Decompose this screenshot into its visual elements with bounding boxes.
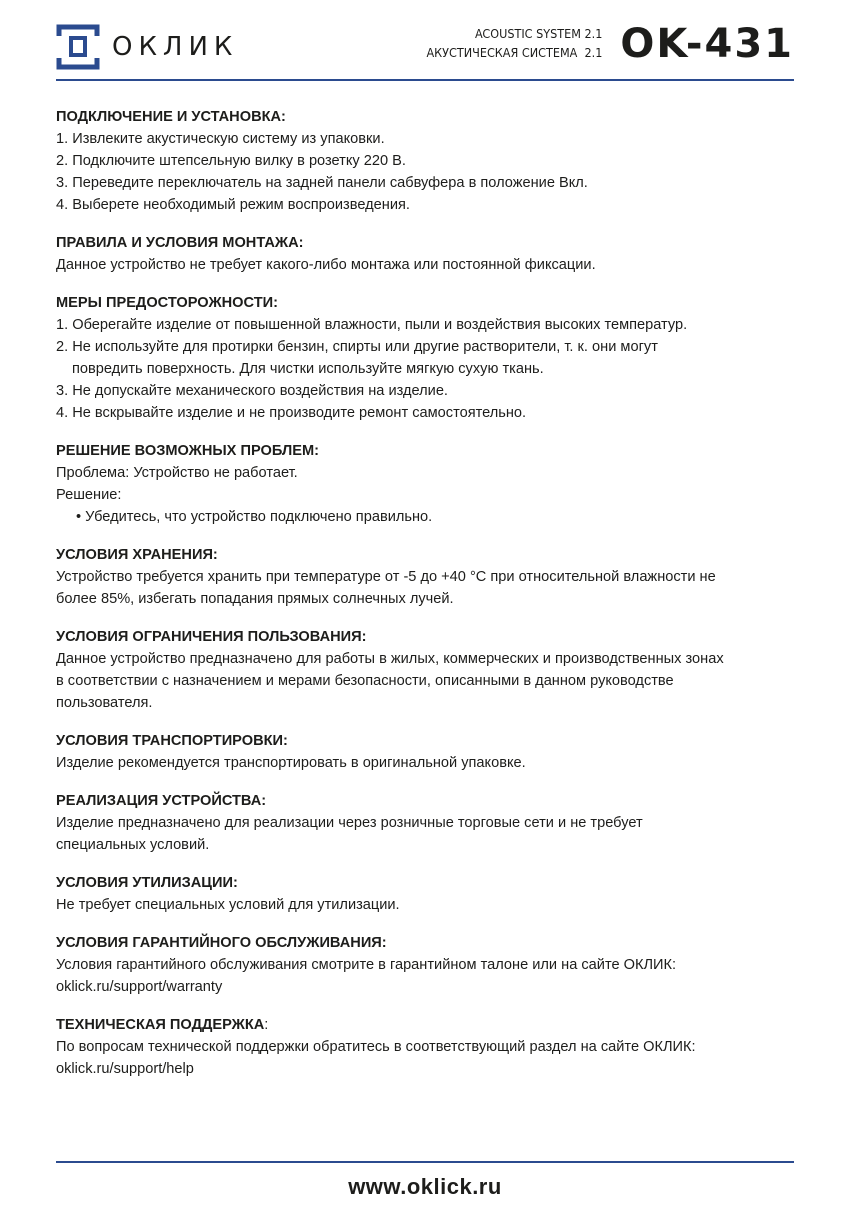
support-link: oklick.ru/support/help (56, 1061, 194, 1077)
paragraph: в соответствии с назначением и мерами безопасности, описанными в данном руководстве (56, 673, 674, 689)
section-storage (56, 544, 796, 610)
model-number: OK-431 (620, 21, 794, 67)
list-item: 2. Подключите штепсельную вилку в розетку 220 В. (56, 153, 406, 169)
section-title: УСЛОВИЯ ТРАНСПОРТИРОВКИ: (56, 733, 288, 749)
section-title: УСЛОВИЯ ОГРАНИЧЕНИЯ ПОЛЬЗОВАНИЯ: (56, 629, 367, 645)
manual-content (56, 106, 796, 1096)
section-title: МЕРЫ ПРЕДОСТОРОЖНОСТИ: (56, 295, 278, 311)
problem-text: Проблема: Устройство не работает. (56, 465, 298, 481)
brand-logo (56, 24, 238, 70)
section-install (56, 106, 796, 216)
paragraph: Данное устройство предназначено для работы в жилых, коммерческих и производственных зонах (56, 651, 724, 667)
list-item: 4. Не вскрывайте изделие и не производите ремонт самостоятельно. (56, 405, 527, 421)
list-item: 4. Выберете необходимый режим воспроизведения. (56, 197, 410, 213)
list-item: 2. Не используйте для протирки бензин, спирты или другие растворители, т. к. они могут (56, 339, 658, 355)
section-disposal (56, 872, 796, 916)
solution-label: Решение: (56, 487, 122, 503)
section-transport (56, 730, 796, 774)
section-title: РЕАЛИЗАЦИЯ УСТРОЙСТВА: (56, 793, 267, 809)
paragraph: Изделие предназначено для реализации через розничные торговые сети и не требует (56, 815, 643, 831)
warranty-link: oklick.ru/support/warranty (56, 979, 223, 995)
list-item: 3. Переведите переключатель на задней панели сабвуфера в положение Вкл. (56, 175, 588, 191)
paragraph: Условия гарантийного обслуживания смотрите в гарантийном талоне или на сайте ОКЛИК: (56, 957, 677, 973)
brand-name: ОКЛИК (112, 32, 239, 62)
section-support (56, 1014, 796, 1080)
product-type-en: ACOUSTIC SYSTEM 2.1 (474, 26, 603, 41)
footer-divider (56, 1161, 794, 1163)
paragraph: специальных условий. (56, 837, 210, 853)
page-header (56, 0, 794, 80)
paragraph: По вопросам технической поддержки обратитесь в соответствующий раздел на сайте ОКЛИК: (56, 1039, 696, 1055)
header-divider (56, 79, 794, 81)
paragraph: пользователя. (56, 695, 153, 711)
paragraph: Данное устройство не требует какого-либо монтажа или постоянной фиксации. (56, 257, 596, 273)
section-safety (56, 292, 796, 424)
section-usage (56, 626, 796, 714)
section-title-text: ТЕХНИЧЕСКАЯ ПОДДЕРЖКА (56, 1017, 265, 1033)
section-title (56, 1014, 796, 1036)
section-title: РЕШЕНИЕ ВОЗМОЖНЫХ ПРОБЛЕМ: (56, 443, 319, 459)
section-title: ПРАВИЛА И УСЛОВИЯ МОНТАЖА: (56, 235, 304, 251)
section-sale (56, 790, 796, 856)
footer-website: www.oklick.ru (348, 1174, 502, 1199)
product-info (426, 22, 794, 66)
section-title: УСЛОВИЯ ХРАНЕНИЯ: (56, 547, 218, 563)
section-title: УСЛОВИЯ УТИЛИЗАЦИИ: (56, 875, 238, 891)
paragraph: Изделие рекомендуется транспортировать в оригинальной упаковке. (56, 755, 526, 771)
list-item: 1. Оберегайте изделие от повышенной влажности, пыли и воздействия высоких температур. (56, 317, 688, 333)
brand-logo-icon (56, 24, 100, 70)
paragraph: Устройство требуется хранить при температуре от -5 до +40 °С при относительной влажности не (56, 569, 716, 585)
paragraph: Не требует специальных условий для утилизации. (56, 897, 400, 913)
section-title-colon: : (264, 1017, 269, 1033)
section-mounting (56, 232, 796, 276)
section-troubleshooting (56, 440, 796, 528)
solution-bullet: • Убедитесь, что устройство подключено правильно. (76, 509, 433, 525)
list-item: 3. Не допускайте механического воздействия на изделие. (56, 383, 448, 399)
paragraph: более 85%, избегать попадания прямых солнечных лучей. (56, 591, 454, 607)
list-item-continuation: повредить поверхность. Для чистки используйте мягкую сухую ткань. (72, 361, 544, 377)
section-warranty (56, 932, 796, 998)
section-title: ПОДКЛЮЧЕНИЕ И УСТАНОВКА: (56, 109, 286, 125)
section-title: УСЛОВИЯ ГАРАНТИЙНОГО ОБСЛУЖИВАНИЯ: (56, 935, 387, 951)
product-type-ru: АКУСТИЧЕСКАЯ СИСТЕМА 2.1 (426, 45, 603, 60)
list-item: 1. Извлеките акустическую систему из упаковки. (56, 131, 385, 147)
